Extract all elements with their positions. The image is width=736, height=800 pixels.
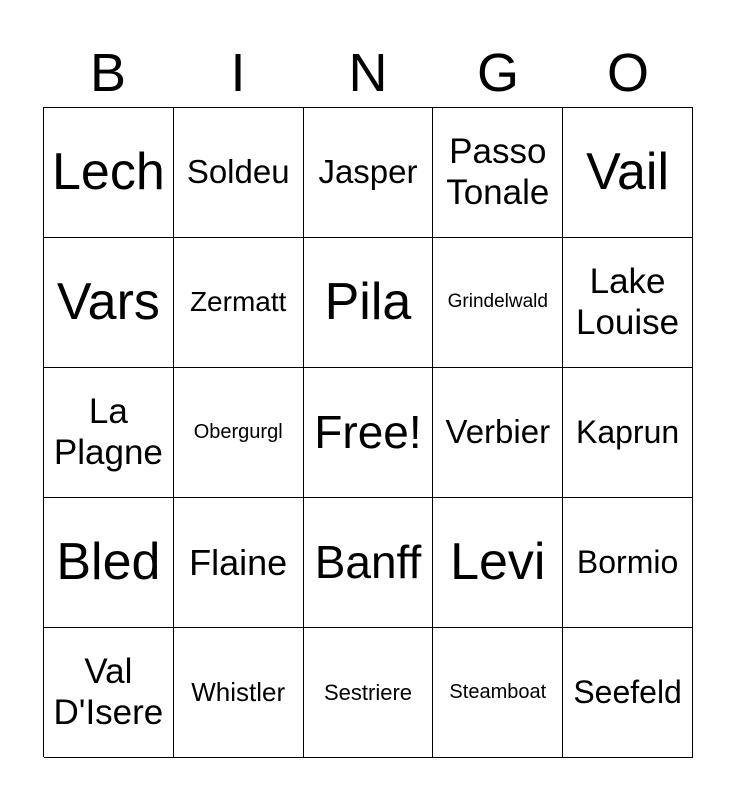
bingo-card-grid xyxy=(43,107,693,757)
cell-label: Jasper xyxy=(318,153,418,191)
bingo-cell[interactable] xyxy=(304,628,434,758)
bingo-row xyxy=(44,368,693,498)
cell-label: Flaine xyxy=(189,541,288,583)
cell-label: Sestriere xyxy=(323,679,413,705)
cell-label: Bormio xyxy=(576,543,679,580)
cell-label: Kaprun xyxy=(575,413,680,450)
bingo-cell[interactable] xyxy=(433,238,563,368)
bingo-cell[interactable] xyxy=(433,628,563,758)
cell-label: Lech xyxy=(52,143,165,202)
cell-label: Pila xyxy=(324,273,412,332)
bingo-header xyxy=(43,38,693,108)
bingo-row xyxy=(44,498,693,628)
header-letter-i: I xyxy=(230,43,246,103)
bingo-cell[interactable] xyxy=(44,628,174,758)
cell-label: Val D'Isere xyxy=(53,651,164,732)
cell-label: Soldeu xyxy=(186,153,290,191)
cell-label: Vail xyxy=(586,143,670,202)
cell-label: Steamboat xyxy=(449,680,547,703)
cell-label: Whistler xyxy=(191,677,286,708)
cell-label: Obergurgl xyxy=(193,420,283,443)
cell-label: La Plagne xyxy=(53,391,163,472)
cell-label: Grindelwald xyxy=(447,291,548,313)
cell-label: Seefeld xyxy=(573,673,682,710)
header-letter-n: N xyxy=(348,43,388,103)
header-letter-b: B xyxy=(89,43,127,103)
bingo-cell[interactable] xyxy=(563,628,693,758)
bingo-cell[interactable] xyxy=(174,108,304,238)
header-letter-g: G xyxy=(476,43,519,103)
bingo-cell[interactable] xyxy=(304,498,434,628)
cell-label: Vars xyxy=(56,273,160,332)
header-letter-o: O xyxy=(606,43,649,103)
free-space-label: Free! xyxy=(314,405,422,458)
bingo-cell[interactable] xyxy=(174,498,304,628)
bingo-cell[interactable] xyxy=(433,108,563,238)
bingo-cell[interactable] xyxy=(304,238,434,368)
bingo-cell[interactable] xyxy=(44,368,174,498)
bingo-cell[interactable] xyxy=(174,628,304,758)
bingo-cell[interactable] xyxy=(563,368,693,498)
bingo-cell[interactable] xyxy=(174,238,304,368)
bingo-cell[interactable] xyxy=(304,368,434,498)
cell-label: Bled xyxy=(56,533,161,592)
bingo-cell[interactable] xyxy=(433,498,563,628)
bingo-row xyxy=(44,628,693,758)
cell-label: Zermatt xyxy=(189,286,287,318)
bingo-cell[interactable] xyxy=(44,498,174,628)
bingo-row xyxy=(44,108,693,238)
cell-label: Levi xyxy=(450,533,546,592)
cell-label: Lake Louise xyxy=(576,261,680,342)
cell-label: Banff xyxy=(314,535,422,588)
bingo-cell[interactable] xyxy=(44,238,174,368)
bingo-cell[interactable] xyxy=(563,238,693,368)
bingo-cell[interactable] xyxy=(44,108,174,238)
cell-label: Verbier xyxy=(445,413,551,451)
bingo-cell[interactable] xyxy=(563,498,693,628)
bingo-cell[interactable] xyxy=(433,368,563,498)
bingo-cell[interactable] xyxy=(563,108,693,238)
bingo-cell[interactable] xyxy=(174,368,304,498)
bingo-cell[interactable] xyxy=(304,108,434,238)
cell-label: Passo Tonale xyxy=(446,131,550,212)
bingo-row xyxy=(44,238,693,368)
